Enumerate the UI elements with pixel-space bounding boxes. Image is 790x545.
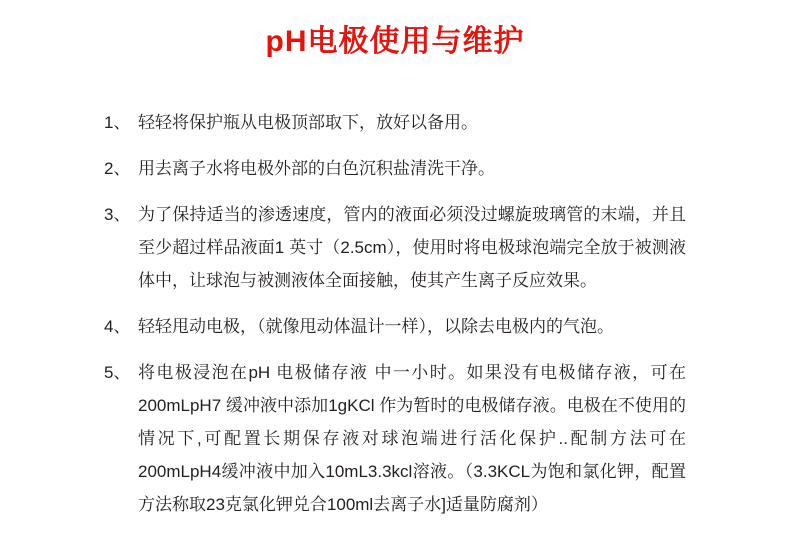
list-item bbox=[104, 152, 686, 185]
list-item-text: 将电极浸泡在pH 电极储存液 中一小时。如果没有电极储存液，可在200mLpH7 缓冲液中添加1gKCl 作为暂时的电极储存液。电极在不使用的情况下,可配置长期保存液对球泡端进行活化保护..配制方法可在200mLpH4缓冲液中加入10mL3.3kcl溶液。（3.3KCL为饱和氯化钾，配置方法称取23克氯化钾兑合100ml去离子水]适量防腐剂） bbox=[138, 363, 686, 514]
list-item-number: 4、 bbox=[104, 317, 131, 336]
list-item bbox=[104, 198, 686, 297]
list-item bbox=[104, 356, 686, 521]
list-item bbox=[104, 310, 686, 343]
list-item-number: 3、 bbox=[104, 205, 131, 224]
list-item-number: 5、 bbox=[104, 363, 131, 382]
instruction-list bbox=[104, 106, 686, 521]
list-item bbox=[104, 106, 686, 139]
page-title: pH电极使用与维护 bbox=[265, 25, 525, 58]
list-item-text: 轻轻甩动电极，（就像甩动体温计一样），以除去电极内的气泡。 bbox=[138, 317, 614, 336]
list-item-text: 为了保持适当的渗透速度，管内的液面必须没过螺旋玻璃管的末端，并且至少超过样品液面1 英寸（2.5cm），使用时将电极球泡端完全放于被测液体中，让球泡与被测液体全面接触，使其产生离子反应效果。 bbox=[138, 205, 686, 290]
list-item-text: 用去离子水将电极外部的白色沉积盐清洗干净。 bbox=[138, 159, 495, 178]
list-item-number: 1、 bbox=[104, 113, 131, 132]
list-item-text: 轻轻将保护瓶从电极顶部取下，放好以备用。 bbox=[138, 113, 478, 132]
list-item-number: 2、 bbox=[104, 159, 131, 178]
